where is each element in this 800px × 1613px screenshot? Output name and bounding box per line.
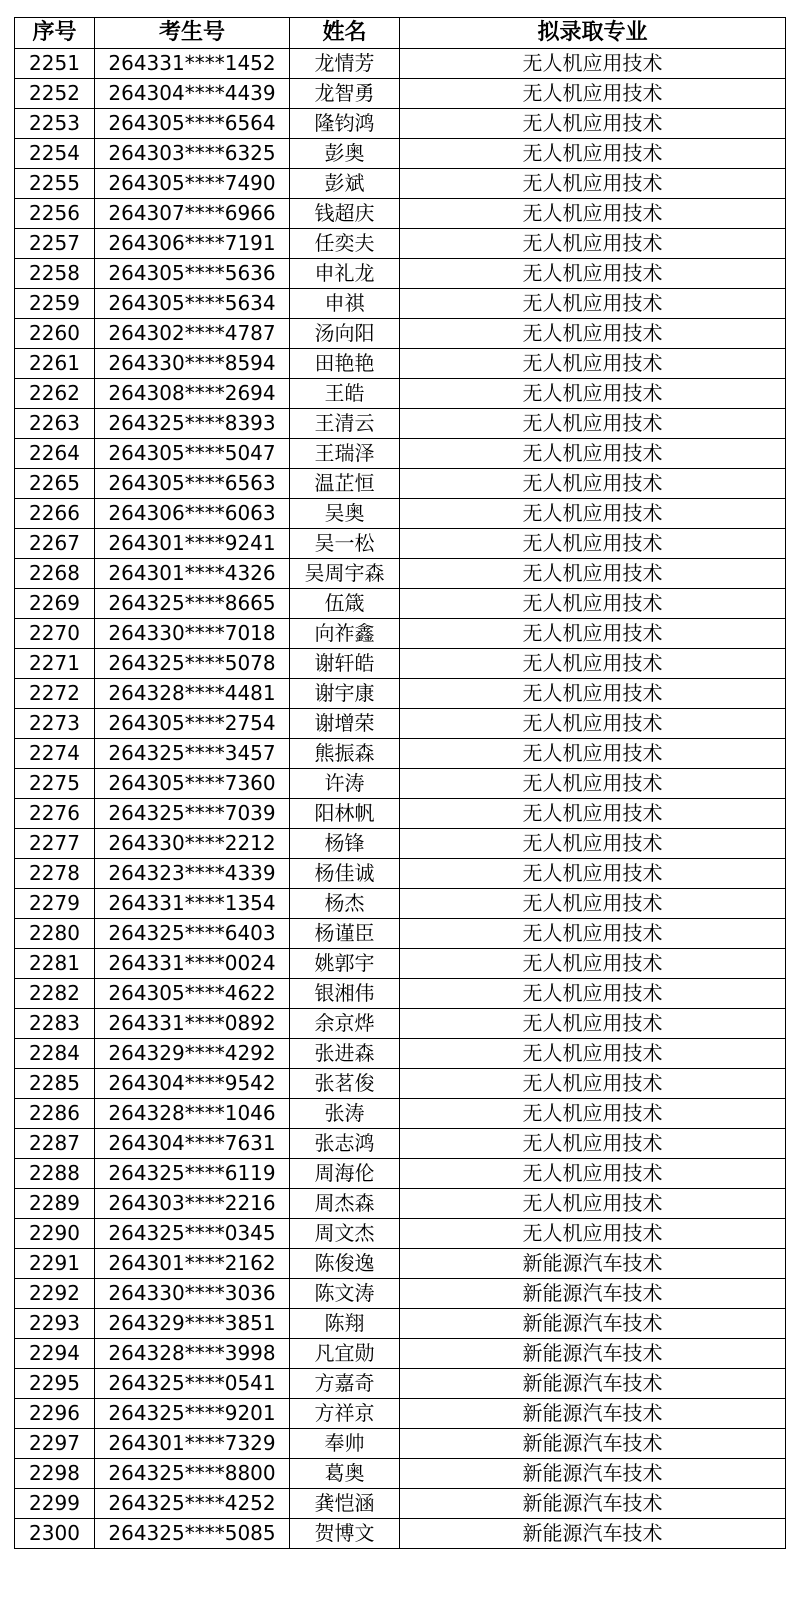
cell-serial: 2256 — [15, 199, 95, 229]
cell-major: 无人机应用技术 — [400, 919, 786, 949]
cell-name: 王清云 — [290, 409, 400, 439]
cell-serial: 2281 — [15, 949, 95, 979]
cell-major: 无人机应用技术 — [400, 79, 786, 109]
cell-major: 无人机应用技术 — [400, 439, 786, 469]
cell-major: 无人机应用技术 — [400, 199, 786, 229]
cell-major: 新能源汽车技术 — [400, 1249, 786, 1279]
cell-major: 无人机应用技术 — [400, 1189, 786, 1219]
cell-name: 龚恺涵 — [290, 1489, 400, 1519]
cell-name: 许涛 — [290, 769, 400, 799]
cell-name: 申祺 — [290, 289, 400, 319]
cell-name: 温芷恒 — [290, 469, 400, 499]
table-row — [15, 379, 786, 409]
cell-serial: 2277 — [15, 829, 95, 859]
cell-candidate-number: 264305****7360 — [95, 769, 290, 799]
cell-serial: 2269 — [15, 589, 95, 619]
cell-candidate-number: 264328****3998 — [95, 1339, 290, 1369]
cell-candidate-number: 264331****0892 — [95, 1009, 290, 1039]
cell-serial: 2291 — [15, 1249, 95, 1279]
cell-name: 张进森 — [290, 1039, 400, 1069]
cell-candidate-number: 264304****9542 — [95, 1069, 290, 1099]
cell-major: 无人机应用技术 — [400, 589, 786, 619]
cell-candidate-number: 264303****2216 — [95, 1189, 290, 1219]
cell-major: 无人机应用技术 — [400, 799, 786, 829]
table-row — [15, 529, 786, 559]
cell-name: 银湘伟 — [290, 979, 400, 1009]
table-row — [15, 1129, 786, 1159]
cell-serial: 2288 — [15, 1159, 95, 1189]
cell-serial: 2258 — [15, 259, 95, 289]
admission-list-sheet — [14, 17, 785, 1549]
cell-major: 无人机应用技术 — [400, 559, 786, 589]
cell-name: 向祚鑫 — [290, 619, 400, 649]
cell-candidate-number: 264331****1354 — [95, 889, 290, 919]
cell-serial: 2267 — [15, 529, 95, 559]
cell-candidate-number: 264305****6564 — [95, 109, 290, 139]
cell-name: 彭奥 — [290, 139, 400, 169]
cell-serial: 2299 — [15, 1489, 95, 1519]
table-row — [15, 259, 786, 289]
cell-serial: 2268 — [15, 559, 95, 589]
cell-major: 无人机应用技术 — [400, 49, 786, 79]
cell-name: 龙情芳 — [290, 49, 400, 79]
cell-name: 凡宜勋 — [290, 1339, 400, 1369]
cell-major: 新能源汽车技术 — [400, 1519, 786, 1549]
cell-major: 新能源汽车技术 — [400, 1369, 786, 1399]
table-row — [15, 709, 786, 739]
cell-major: 无人机应用技术 — [400, 139, 786, 169]
cell-name: 阳林帆 — [290, 799, 400, 829]
table-row — [15, 859, 786, 889]
cell-serial: 2286 — [15, 1099, 95, 1129]
cell-candidate-number: 264305****4622 — [95, 979, 290, 1009]
cell-serial: 2293 — [15, 1309, 95, 1339]
cell-name: 钱超庆 — [290, 199, 400, 229]
table-row — [15, 349, 786, 379]
cell-candidate-number: 264304****7631 — [95, 1129, 290, 1159]
cell-candidate-number: 264323****4339 — [95, 859, 290, 889]
cell-candidate-number: 264303****6325 — [95, 139, 290, 169]
table-row — [15, 1099, 786, 1129]
cell-candidate-number: 264328****1046 — [95, 1099, 290, 1129]
table-row — [15, 139, 786, 169]
cell-serial: 2300 — [15, 1519, 95, 1549]
cell-name: 吴一松 — [290, 529, 400, 559]
table-row — [15, 1369, 786, 1399]
header-row — [15, 18, 786, 49]
cell-candidate-number: 264305****6563 — [95, 469, 290, 499]
cell-candidate-number: 264301****2162 — [95, 1249, 290, 1279]
table-row — [15, 1429, 786, 1459]
cell-serial: 2271 — [15, 649, 95, 679]
table-row — [15, 319, 786, 349]
cell-name: 杨谨臣 — [290, 919, 400, 949]
table-row — [15, 649, 786, 679]
cell-serial: 2280 — [15, 919, 95, 949]
cell-major: 无人机应用技术 — [400, 739, 786, 769]
cell-major: 新能源汽车技术 — [400, 1339, 786, 1369]
cell-candidate-number: 264305****7490 — [95, 169, 290, 199]
table-row — [15, 1339, 786, 1369]
table-row — [15, 769, 786, 799]
cell-serial: 2298 — [15, 1459, 95, 1489]
cell-major: 无人机应用技术 — [400, 469, 786, 499]
table-row — [15, 1309, 786, 1339]
cell-major: 无人机应用技术 — [400, 1009, 786, 1039]
cell-major: 无人机应用技术 — [400, 1129, 786, 1159]
cell-candidate-number: 264325****6403 — [95, 919, 290, 949]
table-row — [15, 1189, 786, 1219]
cell-name: 申礼龙 — [290, 259, 400, 289]
cell-name: 杨佳诚 — [290, 859, 400, 889]
table-row — [15, 619, 786, 649]
cell-major: 无人机应用技术 — [400, 109, 786, 139]
cell-name: 彭斌 — [290, 169, 400, 199]
table-row — [15, 1249, 786, 1279]
cell-serial: 2252 — [15, 79, 95, 109]
cell-major: 无人机应用技术 — [400, 259, 786, 289]
table-row — [15, 1219, 786, 1249]
cell-name: 龙智勇 — [290, 79, 400, 109]
cell-name: 葛奥 — [290, 1459, 400, 1489]
cell-serial: 2275 — [15, 769, 95, 799]
cell-candidate-number: 264325****0345 — [95, 1219, 290, 1249]
cell-candidate-number: 264306****6063 — [95, 499, 290, 529]
cell-serial: 2259 — [15, 289, 95, 319]
cell-major: 新能源汽车技术 — [400, 1459, 786, 1489]
cell-serial: 2270 — [15, 619, 95, 649]
table-row — [15, 289, 786, 319]
cell-name: 王瑞泽 — [290, 439, 400, 469]
table-row — [15, 1039, 786, 1069]
table-row — [15, 199, 786, 229]
cell-serial: 2276 — [15, 799, 95, 829]
cell-major: 无人机应用技术 — [400, 229, 786, 259]
cell-name: 方祥京 — [290, 1399, 400, 1429]
cell-major: 无人机应用技术 — [400, 1099, 786, 1129]
cell-name: 余京烨 — [290, 1009, 400, 1039]
cell-serial: 2284 — [15, 1039, 95, 1069]
cell-major: 无人机应用技术 — [400, 679, 786, 709]
cell-candidate-number: 264330****7018 — [95, 619, 290, 649]
table-row — [15, 49, 786, 79]
cell-candidate-number: 264308****2694 — [95, 379, 290, 409]
cell-major: 无人机应用技术 — [400, 379, 786, 409]
table-row — [15, 469, 786, 499]
cell-candidate-number: 264305****5047 — [95, 439, 290, 469]
cell-name: 谢轩皓 — [290, 649, 400, 679]
table-row — [15, 1279, 786, 1309]
cell-name: 田艳艳 — [290, 349, 400, 379]
cell-candidate-number: 264331****0024 — [95, 949, 290, 979]
cell-candidate-number: 264325****5085 — [95, 1519, 290, 1549]
cell-name: 杨杰 — [290, 889, 400, 919]
cell-name: 谢增荣 — [290, 709, 400, 739]
table-row — [15, 1009, 786, 1039]
cell-serial: 2265 — [15, 469, 95, 499]
table-row — [15, 1399, 786, 1429]
cell-name: 周杰森 — [290, 1189, 400, 1219]
cell-name: 方嘉奇 — [290, 1369, 400, 1399]
cell-name: 贺博文 — [290, 1519, 400, 1549]
cell-serial: 2253 — [15, 109, 95, 139]
cell-name: 陈翔 — [290, 1309, 400, 1339]
table-row — [15, 889, 786, 919]
table-row — [15, 1159, 786, 1189]
cell-candidate-number: 264325****6119 — [95, 1159, 290, 1189]
cell-serial: 2260 — [15, 319, 95, 349]
cell-serial: 2278 — [15, 859, 95, 889]
cell-serial: 2285 — [15, 1069, 95, 1099]
cell-serial: 2272 — [15, 679, 95, 709]
cell-name: 陈文涛 — [290, 1279, 400, 1309]
cell-name: 隆钧鸿 — [290, 109, 400, 139]
cell-serial: 2274 — [15, 739, 95, 769]
cell-serial: 2292 — [15, 1279, 95, 1309]
cell-major: 无人机应用技术 — [400, 169, 786, 199]
cell-candidate-number: 264325****4252 — [95, 1489, 290, 1519]
cell-major: 无人机应用技术 — [400, 859, 786, 889]
cell-candidate-number: 264331****1452 — [95, 49, 290, 79]
cell-name: 张志鸿 — [290, 1129, 400, 1159]
cell-name: 姚郭宇 — [290, 949, 400, 979]
cell-major: 无人机应用技术 — [400, 529, 786, 559]
cell-candidate-number: 264301****9241 — [95, 529, 290, 559]
cell-candidate-number: 264328****4481 — [95, 679, 290, 709]
cell-serial: 2254 — [15, 139, 95, 169]
table-row — [15, 589, 786, 619]
table-row — [15, 559, 786, 589]
table-row — [15, 79, 786, 109]
cell-serial: 2263 — [15, 409, 95, 439]
table-row — [15, 949, 786, 979]
cell-name: 伍箴 — [290, 589, 400, 619]
cell-candidate-number: 264304****4439 — [95, 79, 290, 109]
header-serial: 序号 — [15, 18, 95, 49]
cell-serial: 2282 — [15, 979, 95, 1009]
cell-serial: 2289 — [15, 1189, 95, 1219]
cell-candidate-number: 264325****9201 — [95, 1399, 290, 1429]
header-name: 姓名 — [290, 18, 400, 49]
cell-name: 熊振森 — [290, 739, 400, 769]
cell-major: 无人机应用技术 — [400, 889, 786, 919]
cell-candidate-number: 264329****4292 — [95, 1039, 290, 1069]
cell-name: 谢宇康 — [290, 679, 400, 709]
cell-name: 张涛 — [290, 1099, 400, 1129]
cell-name: 汤向阳 — [290, 319, 400, 349]
cell-candidate-number: 264325****7039 — [95, 799, 290, 829]
cell-major: 无人机应用技术 — [400, 319, 786, 349]
cell-candidate-number: 264325****5078 — [95, 649, 290, 679]
cell-candidate-number: 264330****3036 — [95, 1279, 290, 1309]
cell-major: 无人机应用技术 — [400, 349, 786, 379]
cell-candidate-number: 264301****7329 — [95, 1429, 290, 1459]
table-row — [15, 799, 786, 829]
admission-table — [14, 17, 786, 1549]
cell-name: 周文杰 — [290, 1219, 400, 1249]
cell-major: 无人机应用技术 — [400, 829, 786, 859]
cell-name: 周海伦 — [290, 1159, 400, 1189]
header-major: 拟录取专业 — [400, 18, 786, 49]
table-row — [15, 979, 786, 1009]
table-row — [15, 919, 786, 949]
cell-candidate-number: 264307****6966 — [95, 199, 290, 229]
table-row — [15, 739, 786, 769]
cell-candidate-number: 264305****2754 — [95, 709, 290, 739]
cell-major: 无人机应用技术 — [400, 979, 786, 1009]
cell-major: 无人机应用技术 — [400, 769, 786, 799]
cell-serial: 2295 — [15, 1369, 95, 1399]
cell-name: 奉帅 — [290, 1429, 400, 1459]
cell-candidate-number: 264325****3457 — [95, 739, 290, 769]
table-row — [15, 679, 786, 709]
cell-candidate-number: 264305****5634 — [95, 289, 290, 319]
cell-major: 无人机应用技术 — [400, 949, 786, 979]
cell-major: 无人机应用技术 — [400, 1159, 786, 1189]
table-row — [15, 229, 786, 259]
table-row — [15, 1069, 786, 1099]
cell-name: 吴周宇森 — [290, 559, 400, 589]
table-row — [15, 1489, 786, 1519]
cell-candidate-number: 264330****2212 — [95, 829, 290, 859]
cell-major: 新能源汽车技术 — [400, 1309, 786, 1339]
cell-major: 无人机应用技术 — [400, 409, 786, 439]
cell-candidate-number: 264302****4787 — [95, 319, 290, 349]
cell-name: 任奕夫 — [290, 229, 400, 259]
table-row — [15, 109, 786, 139]
table-row — [15, 409, 786, 439]
cell-candidate-number: 264301****4326 — [95, 559, 290, 589]
cell-name: 吴奥 — [290, 499, 400, 529]
cell-serial: 2255 — [15, 169, 95, 199]
cell-major: 无人机应用技术 — [400, 1219, 786, 1249]
cell-major: 新能源汽车技术 — [400, 1279, 786, 1309]
table-row — [15, 1519, 786, 1549]
cell-serial: 2266 — [15, 499, 95, 529]
cell-serial: 2262 — [15, 379, 95, 409]
cell-serial: 2261 — [15, 349, 95, 379]
cell-candidate-number: 264329****3851 — [95, 1309, 290, 1339]
cell-serial: 2257 — [15, 229, 95, 259]
table-row — [15, 439, 786, 469]
cell-serial: 2297 — [15, 1429, 95, 1459]
table-header — [15, 18, 786, 49]
cell-major: 新能源汽车技术 — [400, 1489, 786, 1519]
table-body — [15, 49, 786, 1549]
cell-serial: 2264 — [15, 439, 95, 469]
cell-name: 张茗俊 — [290, 1069, 400, 1099]
cell-serial: 2294 — [15, 1339, 95, 1369]
table-row — [15, 1459, 786, 1489]
cell-serial: 2290 — [15, 1219, 95, 1249]
header-candidate-number: 考生号 — [95, 18, 290, 49]
table-row — [15, 499, 786, 529]
cell-candidate-number: 264325****0541 — [95, 1369, 290, 1399]
cell-name: 杨锋 — [290, 829, 400, 859]
cell-serial: 2296 — [15, 1399, 95, 1429]
cell-major: 新能源汽车技术 — [400, 1429, 786, 1459]
table-row — [15, 169, 786, 199]
cell-name: 陈俊逸 — [290, 1249, 400, 1279]
cell-serial: 2273 — [15, 709, 95, 739]
cell-candidate-number: 264325****8800 — [95, 1459, 290, 1489]
cell-candidate-number: 264330****8594 — [95, 349, 290, 379]
cell-major: 无人机应用技术 — [400, 499, 786, 529]
cell-candidate-number: 264305****5636 — [95, 259, 290, 289]
cell-major: 无人机应用技术 — [400, 1069, 786, 1099]
cell-major: 无人机应用技术 — [400, 289, 786, 319]
cell-serial: 2251 — [15, 49, 95, 79]
cell-serial: 2283 — [15, 1009, 95, 1039]
cell-candidate-number: 264325****8665 — [95, 589, 290, 619]
cell-major: 无人机应用技术 — [400, 1039, 786, 1069]
table-row — [15, 829, 786, 859]
cell-serial: 2279 — [15, 889, 95, 919]
cell-candidate-number: 264306****7191 — [95, 229, 290, 259]
cell-candidate-number: 264325****8393 — [95, 409, 290, 439]
cell-major: 新能源汽车技术 — [400, 1399, 786, 1429]
cell-major: 无人机应用技术 — [400, 619, 786, 649]
cell-major: 无人机应用技术 — [400, 649, 786, 679]
cell-name: 王皓 — [290, 379, 400, 409]
cell-major: 无人机应用技术 — [400, 709, 786, 739]
cell-serial: 2287 — [15, 1129, 95, 1159]
